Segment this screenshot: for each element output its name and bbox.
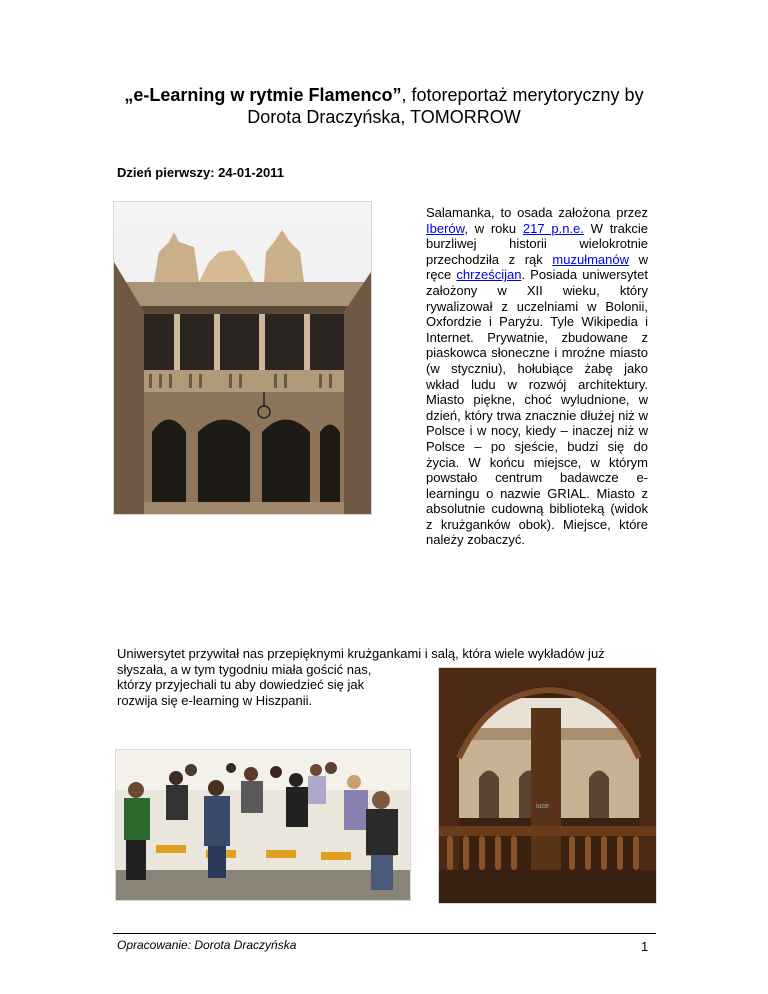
page-number: 1 [641, 939, 649, 954]
university-line-4: rozwija się e-learning w Hiszpanii. [117, 692, 313, 708]
intro-text-5: . Posiada uniwersytet założony w XII wieku, który rywalizował z uczelniami w Bolonii, Oxfordzie i Paryżu. Tyle Wikipedia i Internet. Prywatnie, zbudowane z piaskowca słoneczne i mroźne miasto (w styczniu), hołubiące żabę jako wkład ludu w rozwój architektury. Miasto piękne, choć wyludnione, w dzień, który trwa znacznie dłużej niż w Polsce i w nocy, kiedy – inaczej niż w Polsce – po sjeście, budzi się do życia. W końcu miejsce, w którym powstało centrum badawcze e-learningu o nazwie GRIAL. Miasto z absolutnie cudowną biblioteką (widok z krużganków obok). Miejsce, które należy zobaczyć. [426, 267, 648, 548]
link-iberow[interactable]: Iberów [426, 220, 465, 236]
title-bold: „e-Learning w rytmie Flamenco” [124, 85, 402, 105]
university-line-3: którzy przyjechali tu aby dowiedzieć się jak [117, 677, 365, 693]
title-rest: , fotoreportaż merytoryczny by [401, 85, 644, 105]
intro-paragraph [426, 205, 648, 548]
intro-text-2: , w roku [464, 220, 523, 236]
footer-divider [113, 933, 656, 934]
university-line-2: słyszała, a w tym tygodniu miała gościć nas, [117, 661, 372, 677]
university-line-1: Uniwersytet przywitał nas przepięknymi krużgankami i salą, która wiele wykładów już [117, 646, 605, 661]
arch-sign: iuce [536, 803, 549, 810]
document-title [0, 84, 768, 128]
courtyard-photo [113, 201, 372, 515]
footer-author: Opracowanie: Dorota Draczyńska [117, 938, 297, 952]
title-line2: Dorota Draczyńska, TOMORROW [247, 107, 521, 127]
link-muzulmanow[interactable]: muzułmanów [552, 251, 629, 267]
link-chrzescijan[interactable]: chrześcijan [456, 267, 522, 283]
intro-text-4: w ręce [426, 251, 649, 283]
arches-photo [438, 667, 657, 904]
audience-photo [115, 749, 411, 901]
intro-text-3: W trakcie burzliwej historii wielokrotnie przechodziła z rąk [426, 220, 648, 267]
day-heading: Dzień pierwszy: 24-01-2011 [117, 165, 284, 180]
link-217pne[interactable]: 217 p.n.e. [522, 220, 584, 236]
intro-text-1: Salamanka, to osada założona przez [426, 205, 648, 220]
